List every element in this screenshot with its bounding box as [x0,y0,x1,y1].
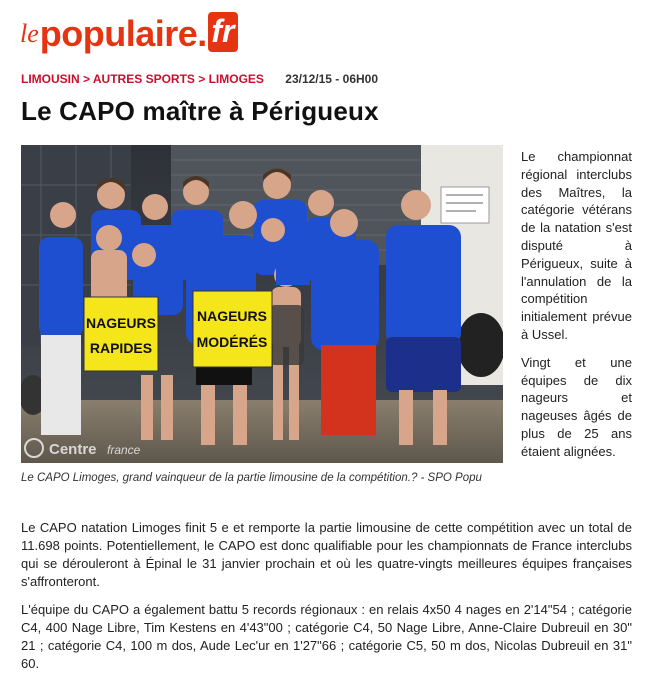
body-paragraph-2: L'équipe du CAPO a également battu 5 records régionaux : en relais 4x50 4 nages en 2'14"54 ; catégorie C4, 400 Nage Libre, Tim Kestens en 4'43"00 ; catégorie C4, 50 Nage Libre, Anne-Claire Dubreuil en 30" 21 ; catégorie C4, 100 m dos, Aude Lec'ur en 1'27"66 ; catégorie C5, 50 m dos, Nicolas Dubreuil en 31" 60. [21,602,632,671]
logo-prefix: le [20,19,39,48]
article-title: Le CAPO maître à Périgueux [21,96,379,126]
sign-rapides-line1: NAGEURS [85,315,157,331]
breadcrumb[interactable]: LIMOUSIN > AUTRES SPORTS > LIMOGES [21,72,264,86]
logo-dot: . [197,13,208,54]
sign-rapides-line2: RAPIDES [89,340,153,356]
logo-tld-badge: fr [208,12,238,52]
site-logo[interactable] [20,6,238,54]
photo-caption: Le CAPO Limoges, grand vainqueur de la partie limousine de la compétition.? - SPO Popu [21,472,482,484]
article-photo [21,145,503,463]
publish-date: 23/12/15 - 06H00 [285,72,379,86]
article-meta [21,72,378,86]
sign-moderes [193,291,272,367]
article-body [21,519,632,683]
article-intro [521,148,632,471]
intro-paragraph-2: Vingt et une équipes de dix nageurs et nageuses âgés de plus de 25 ans étaient alignées. [521,354,632,459]
sign-moderes-line1: NAGEURS [196,308,268,324]
body-paragraph-1: Le CAPO natation Limoges finit 5 e et remporte la partie limousine de cette compétition avec un total de 11.698 points. Potentiellement, le CAPO est donc qualifiable pour les championnats de France interclubs qui se dérouleront à Épinal le 31 janvier prochain et où les quatre-vingts meilleures équipes françaises s'affronteront. [21,520,632,589]
photo-watermark: Centre [49,441,97,458]
intro-paragraph-1: Le championnat régional interclubs des Maîtres, la catégorie vétérans de la natation s'est disputé à Périgueux, suite à l'annulation de la compétition initialement prévue à Ussel. [521,149,632,342]
photo-watermark-suffix: france [107,443,141,457]
logo-main: populaire [39,13,198,54]
sign-moderes-line2: MODÉRÉS [196,334,268,350]
sign-rapides [84,297,158,371]
